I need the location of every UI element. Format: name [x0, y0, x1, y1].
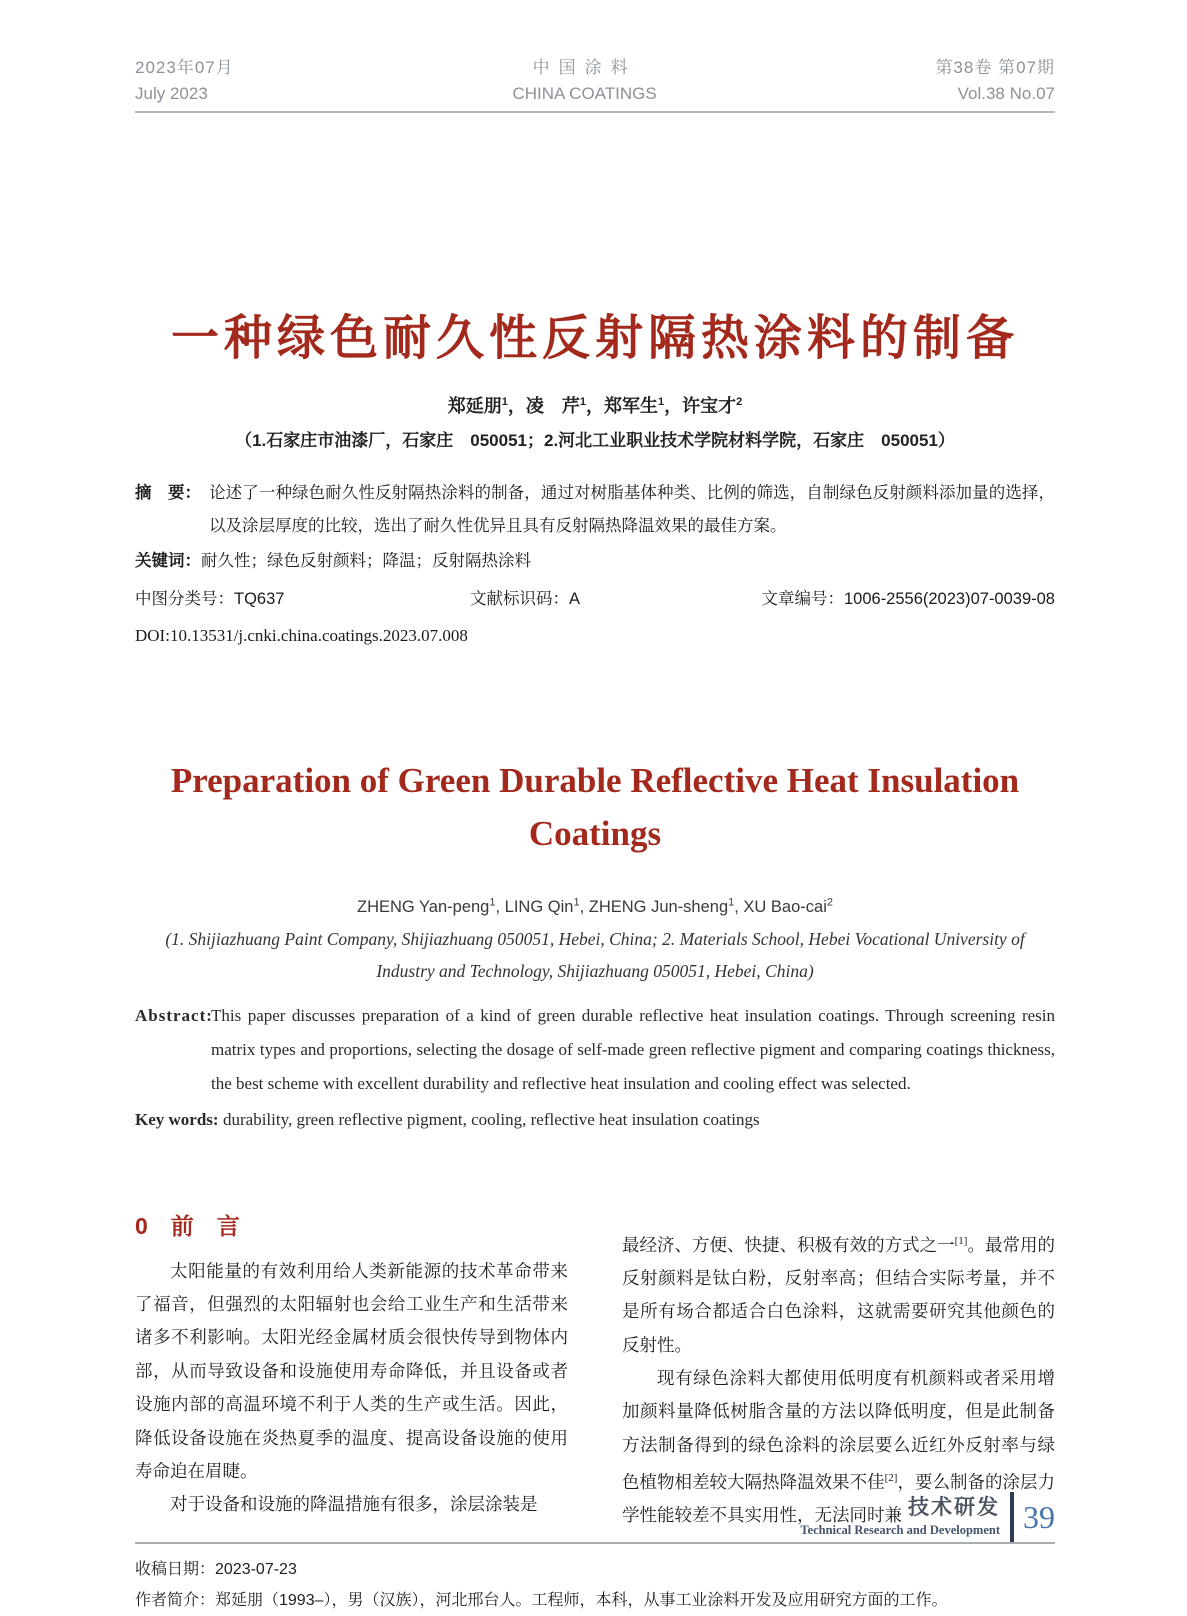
affiliation-cn: （1.石家庄市油漆厂，石家庄 050051；2.河北工业职业技术学院材料学院，石家庄 050051）: [235, 431, 955, 450]
header-issue: [935, 55, 1055, 107]
affiliation-en: (1. Shijiazhuang Paint Company, Shijiazhuang 050051, Hebei, China; 2. Materials School, Hebei Vocational University of Industry and Technology, Shijiazhuang 050051, Hebei, China): [165, 928, 1025, 981]
paragraph: 太阳能量的有效利用给人类新能源的技术革命带来了福音，但强烈的太阳辐射也会给工业生产和生活带来诸多不利影响。太阳光经金属材质会很快传导到物体内部，从而导致设备和设施使用寿命降低，并且设备或者设施内部的高温环境不利于人类的生产或生活。因此，降低设备设施在炎热夏季的温度、提高设备设施的使用寿命迫在眉睫。: [135, 1260, 568, 1481]
authors-en: [135, 896, 1055, 917]
author-cn: 郑军生$^1$，: [604, 396, 683, 416]
body-columns: [135, 1211, 1055, 1533]
abstract-text-en: This paper discusses preparation of a kind of green durable reflective heat insulation coatings. Through screening resin matrix types and proportions, selecting the dosage of self-made green reflective pigment and comparing coatings thickness, the best scheme with excellent durability and reflective heat insulation and cooling effect was selected.: [211, 1005, 1055, 1093]
author-cn: 郑延朋$^1$，: [447, 396, 526, 416]
page-number: 39: [1023, 1498, 1055, 1535]
author-cn: 凌 芹$^1$，: [525, 396, 604, 416]
classification-row: [135, 584, 1055, 614]
document-code: 文献标识码：A: [470, 590, 581, 608]
abstract-en: [135, 999, 1055, 1101]
footer-section-cn: 技术研发: [908, 1496, 1000, 1519]
author-cn: 许宝才$^2$: [682, 396, 743, 416]
paragraph: 现有绿色涂料大都使用低明度有机颜料或者采用增加颜料量降低树脂含量的方法以降低明度，但是此制备方法制备得到的绿色涂料的涂层要么近红外反射率与绿色植物相差较大隔热降温效果不佳[2]，要么制备的涂层力学性能较差不具实用性，无法同时兼: [622, 1367, 1056, 1526]
header-date: [135, 55, 234, 107]
abstract-cn: [135, 477, 1055, 543]
section-heading: 0 前 言: [135, 1212, 240, 1239]
right-column: [622, 1211, 1055, 1533]
journal-name-cn: 中国涂料: [532, 58, 637, 77]
keywords-en: [135, 1103, 1055, 1137]
author-bio: 作者简介：郑延朋（1993–），男（汉族），河北邢台人。工程师，本科，从事工业涂料开发及应用研究方面的工作。: [135, 1591, 948, 1609]
received-date: 收稿日期：2023-07-23: [135, 1560, 297, 1578]
paragraph: 对于设备和设施的降温措施有很多，涂层涂装是: [170, 1494, 538, 1515]
abstract-text-cn: 论述了一种绿色耐久性反射隔热涂料的制备，通过对树脂基体种类、比例的筛选，自制绿色反射颜料添加量的选择，以及涂层厚度的比较，选出了耐久性优异且具有反射隔热降温效果的最佳方案。: [209, 484, 1055, 535]
footer-section-en: Technical Research and Development: [800, 1523, 1000, 1537]
header-issue-cn: 第38卷 第07期: [935, 58, 1055, 77]
author-en: LING Qin$^1$,: [504, 896, 589, 916]
authors-cn: [135, 392, 1055, 418]
article-id: 文章编号：1006-2556(2023)07-0039-08: [761, 590, 1055, 608]
keywords-label-cn: 关键词：: [135, 552, 201, 570]
author-en: ZHENG Jun-sheng$^1$,: [588, 896, 744, 916]
author-en: XU Bao-cai$^2$: [743, 896, 833, 916]
article-title-cn: 一种绿色耐久性反射隔热涂料的制备: [170, 312, 1019, 365]
clc-number: 中图分类号：TQ637: [135, 590, 285, 608]
abstract-label-en: Abstract:: [135, 1005, 213, 1025]
header-date-cn: 2023年07月: [135, 58, 234, 77]
paragraph: 最经济、方便、快捷、积极有效的方式之一[1]。最常用的反射颜料是钛白粉，反射率高；但结合实际考量，并不是所有场合都适合白色涂料，这就需要研究其他颜色的反射性。: [622, 1234, 1056, 1355]
journal-name-en: CHINA COATINGS: [512, 84, 657, 103]
header-date-en: July 2023: [135, 84, 208, 103]
reference-mark: [1]: [954, 1234, 968, 1247]
keywords-label-en: Key words:: [135, 1109, 219, 1129]
doi: DOI:10.13531/j.cnki.china.coatings.2023.07.008: [135, 626, 468, 645]
journal-header: [135, 55, 1055, 113]
header-journal-name: [512, 55, 656, 107]
footer-section: [800, 1495, 1010, 1539]
author-en: ZHENG Yan-peng$^1$,: [356, 896, 505, 916]
left-column: [135, 1211, 568, 1533]
page-footer: [800, 1492, 1055, 1542]
keywords-text-cn: 耐久性；绿色反射颜料；降温；反射隔热涂料: [201, 552, 531, 570]
keywords-cn: [135, 545, 1055, 578]
header-issue-en: Vol.38 No.07: [957, 84, 1055, 103]
footnote: [135, 1542, 1055, 1616]
abstract-label-cn: 摘 要：: [135, 484, 201, 502]
keywords-text-en: durability, green reflective pigment, cooling, reflective heat insulation coatings: [223, 1109, 760, 1129]
reference-mark: [2]: [884, 1472, 898, 1485]
article-title-en: Preparation of Green Durable Reflective Heat Insulation Coatings: [170, 761, 1020, 853]
